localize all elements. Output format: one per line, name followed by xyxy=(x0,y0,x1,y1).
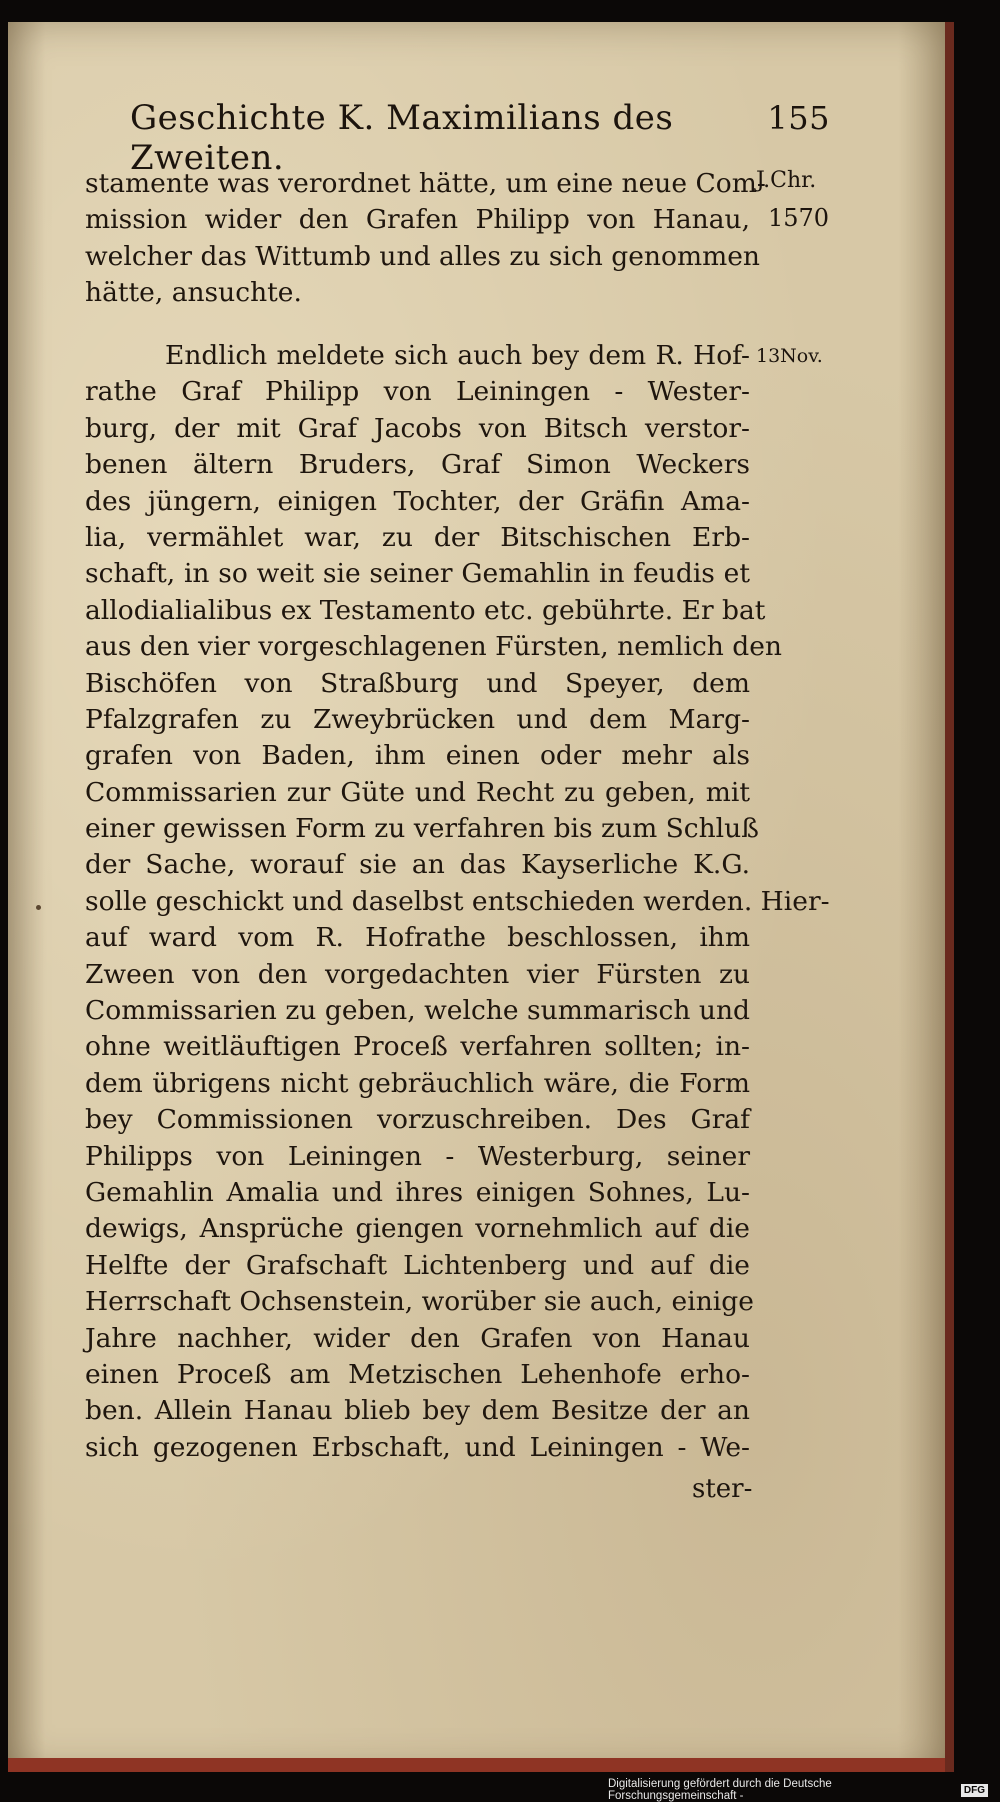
paper-speck xyxy=(36,905,41,910)
page-edge-right xyxy=(945,22,954,1772)
text-line: hätte, ansuchte. xyxy=(85,277,302,309)
page-edge-bottom xyxy=(8,1758,945,1772)
text-line: dewigs, Ansprüche giengen vornehmlich auf die xyxy=(85,1213,750,1245)
text-line: Bischöfen von Straßburg und Speyer, dem xyxy=(85,667,750,699)
text-line: rathe Graf Philipp von Leiningen - Wester- xyxy=(85,376,750,408)
text-line: Endlich meldete sich auch bey dem R. Hof- xyxy=(165,340,750,371)
text-line: Helfte der Grafschaft Lichtenberg und auf die xyxy=(85,1249,750,1281)
text-line: mission wider den Grafen Philipp von Hanau, xyxy=(85,204,750,236)
text-line: lia, vermählet war, zu der Bitschischen Erb- xyxy=(85,521,750,553)
margin-note-year-prefix: J.Chr. xyxy=(756,168,817,193)
text-line: welcher das Wittumb und alles zu sich genommen xyxy=(85,240,760,272)
margin-note-date: 13Nov. xyxy=(756,345,823,367)
catchword: ster- xyxy=(692,1474,753,1504)
text-line: der Sache, worauf sie an das Kayserliche K.G. xyxy=(85,849,750,881)
margin-note-year: 1570 xyxy=(768,204,830,232)
text-line: sich gezogenen Erbschaft, und Leiningen - We- xyxy=(85,1431,750,1463)
text-line: allodialialibus ex Testamento etc. gebührte. Er bat xyxy=(85,594,766,626)
text-line: solle geschickt und daselbst entschieden werden. Hier- xyxy=(85,885,830,917)
text-line: einen Proceß am Metzischen Lehenhofe erho- xyxy=(85,1358,750,1390)
paragraph-1 xyxy=(85,166,766,312)
text-line: schaft, in so weit sie seiner Gemahlin in feudis et xyxy=(85,558,750,590)
text-line: Zween von den vorgedachten vier Fürsten zu xyxy=(85,958,750,990)
text-line: des jüngern, einigen Tochter, der Gräfin Ama- xyxy=(85,485,750,517)
text-line: benen ältern Bruders, Graf Simon Weckers xyxy=(85,449,750,481)
dfg-logo-icon: DFG xyxy=(961,1784,988,1797)
text-line: grafen von Baden, ihm einen oder mehr als xyxy=(85,740,750,772)
text-line: Herrschaft Ochsenstein, worüber sie auch, einige xyxy=(85,1286,754,1318)
text-line: aus den vier vorgeschlagenen Fürsten, nemlich den xyxy=(85,631,782,663)
text-line: Commissarien zu geben, welche summarisch und xyxy=(85,995,750,1027)
text-line: Jahre nachher, wider den Grafen von Hanau xyxy=(85,1322,750,1354)
text-line: burg, der mit Graf Jacobs von Bitsch verstor- xyxy=(85,412,750,444)
footer-credit xyxy=(608,1778,988,1802)
page-number: 155 xyxy=(767,99,830,137)
text-line: ohne weitläuftigen Proceß verfahren sollten; in- xyxy=(85,1031,750,1063)
text-line: Philipps von Leiningen - Westerburg, seiner xyxy=(85,1140,750,1172)
text-line: ben. Allein Hanau blieb bey dem Besitze der an xyxy=(85,1395,750,1427)
text-line: Commissarien zur Güte und Recht zu geben, mit xyxy=(85,776,750,808)
footer-text: Digitalisierung gefördert durch die Deutsche Forschungsgemeinschaft - xyxy=(608,1778,832,1802)
text-line: Pfalzgrafen zu Zweybrücken und dem Marg- xyxy=(85,703,750,735)
text-line: stamente was verordnet hätte, um eine neue Com- xyxy=(85,168,766,199)
text-line: Gemahlin Amalia und ihres einigen Sohnes, Lu- xyxy=(85,1176,750,1208)
header-title: Geschichte K. Maximilians des Zweiten. xyxy=(130,98,674,178)
text-line: bey Commissionen vorzuschreiben. Des Graf xyxy=(85,1104,750,1136)
text-line: auf ward vom R. Hofrathe beschlossen, ihm xyxy=(85,922,750,954)
text-line: dem übrigens nicht gebräuchlich wäre, die Form xyxy=(85,1067,750,1099)
text-line: einer gewissen Form zu verfahren bis zum Schluß xyxy=(85,813,759,845)
